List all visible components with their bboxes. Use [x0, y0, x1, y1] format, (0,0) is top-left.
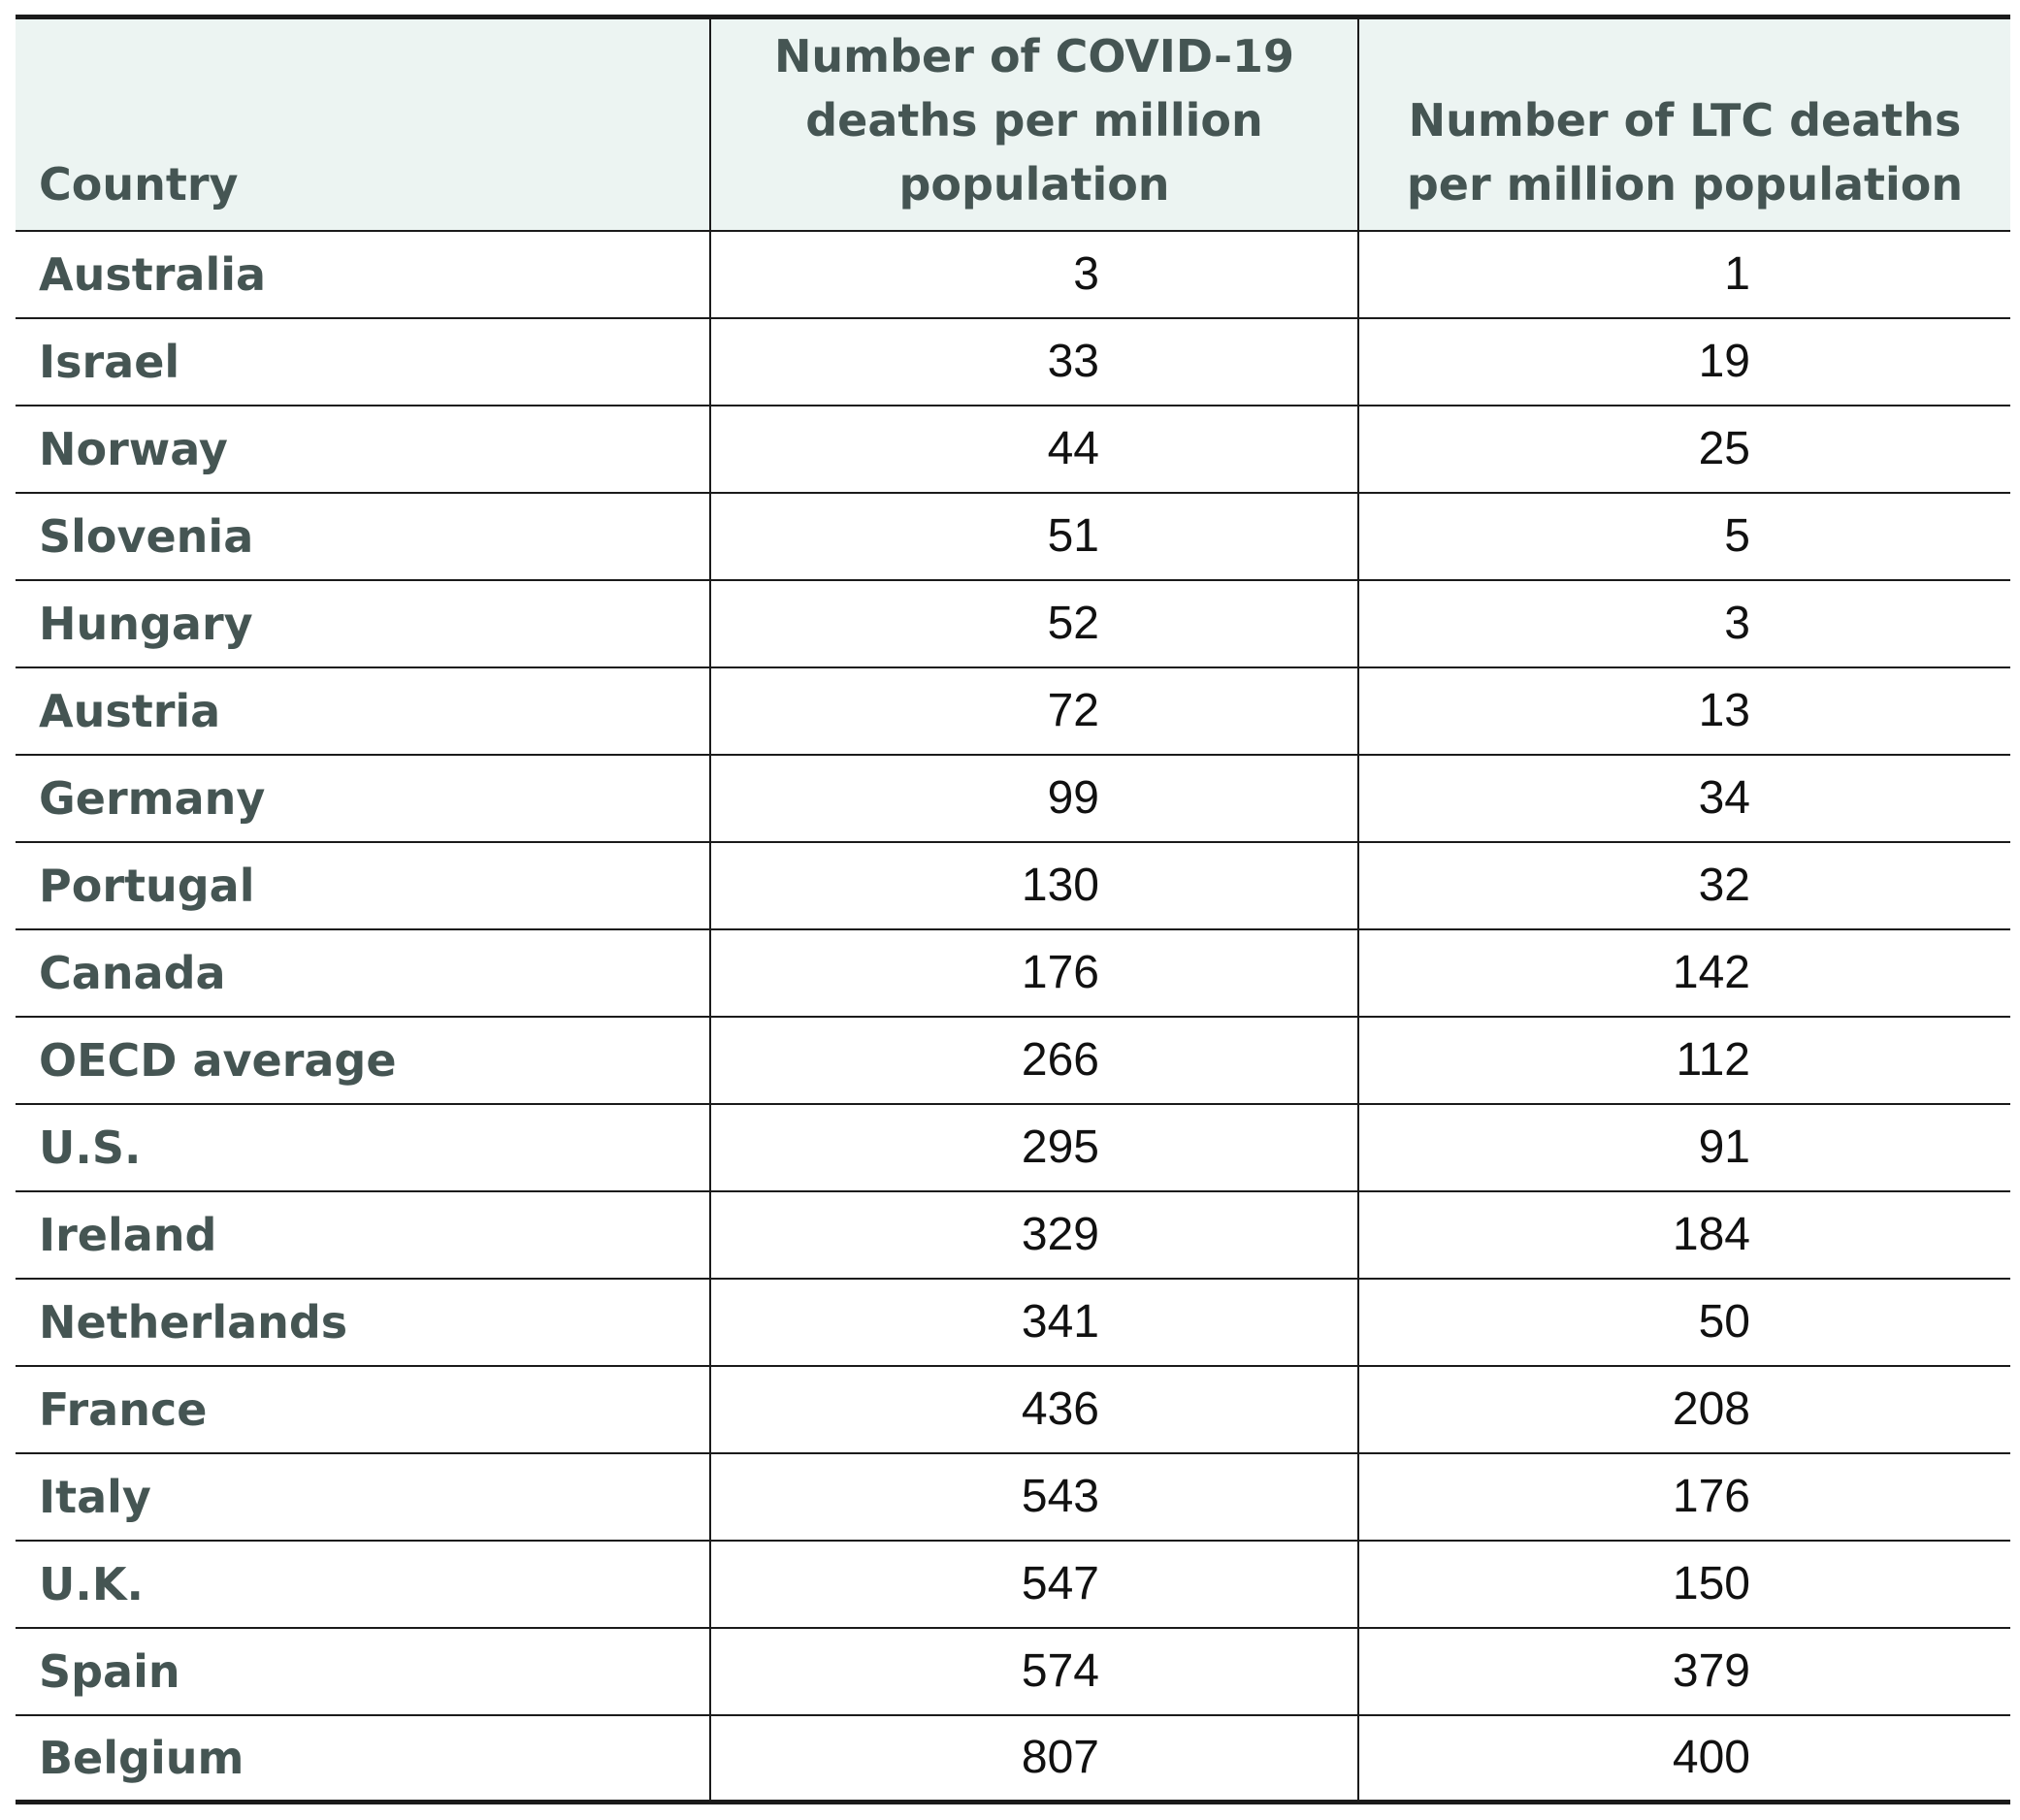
covid-deaths-cell: 72 — [710, 667, 1358, 755]
deaths-table — [16, 15, 2010, 1804]
table-row — [16, 755, 2010, 842]
header-covid-deaths — [710, 17, 1358, 231]
ltc-deaths-cell: 25 — [1358, 406, 2010, 493]
ltc-deaths-cell: 184 — [1358, 1191, 2010, 1279]
table-row — [16, 1279, 2010, 1366]
country-cell: Israel — [16, 318, 710, 406]
table-row — [16, 667, 2010, 755]
country-cell: Netherlands — [16, 1279, 710, 1366]
covid-deaths-cell: 52 — [710, 580, 1358, 667]
table-row — [16, 1715, 2010, 1803]
table-row — [16, 231, 2010, 318]
ltc-deaths-cell: 5 — [1358, 493, 2010, 580]
country-cell: Belgium — [39, 1731, 244, 1784]
ltc-deaths-cell: 208 — [1358, 1366, 2010, 1453]
header-covid-line: deaths per million — [805, 93, 1263, 146]
covid-deaths-cell: 99 — [710, 755, 1358, 842]
header-country: Country — [16, 17, 710, 231]
header-row — [16, 17, 2010, 231]
country-cell: France — [16, 1366, 710, 1453]
covid-deaths-cell: 436 — [710, 1366, 1358, 1453]
table-row — [16, 580, 2010, 667]
table-header — [16, 17, 2010, 231]
table-row — [16, 1541, 2010, 1628]
table-row — [16, 1628, 2010, 1715]
ltc-deaths-cell: 400 — [1358, 1715, 2010, 1803]
header-ltc-line: Number of LTC deaths — [1408, 93, 1962, 146]
country-cell: Austria — [16, 667, 710, 755]
ltc-deaths-cell: 32 — [1358, 842, 2010, 929]
header-ltc-deaths — [1358, 17, 2010, 231]
table-row — [16, 493, 2010, 580]
covid-deaths-cell: 574 — [710, 1628, 1358, 1715]
table-body — [16, 231, 2010, 1803]
ltc-deaths-cell: 176 — [1358, 1453, 2010, 1541]
country-cell: Slovenia — [16, 493, 710, 580]
country-cell: OECD average — [16, 1017, 710, 1104]
table-row — [16, 406, 2010, 493]
ltc-deaths-cell: 150 — [1358, 1541, 2010, 1628]
covid-deaths-cell: 33 — [710, 318, 1358, 406]
covid-deaths-cell: 329 — [710, 1191, 1358, 1279]
ltc-deaths-cell: 379 — [1358, 1628, 2010, 1715]
header-covid-line: population — [898, 157, 1170, 211]
covid-deaths-cell: 341 — [710, 1279, 1358, 1366]
table-row — [16, 318, 2010, 406]
country-cell: Canada — [16, 929, 710, 1017]
table-row — [16, 1104, 2010, 1191]
ltc-deaths-cell: 112 — [1358, 1017, 2010, 1104]
header-ltc-line: per million population — [1406, 157, 1964, 211]
table-row — [16, 1366, 2010, 1453]
table-row — [16, 842, 2010, 929]
ltc-deaths-cell: 34 — [1358, 755, 2010, 842]
country-cell: Germany — [16, 755, 710, 842]
table-row — [16, 1017, 2010, 1104]
country-cell: U.K. — [16, 1541, 710, 1628]
covid-deaths-cell: 176 — [710, 929, 1358, 1017]
country-cell: Spain — [16, 1628, 710, 1715]
table-row — [16, 929, 2010, 1017]
ltc-deaths-cell: 50 — [1358, 1279, 2010, 1366]
country-cell: Ireland — [16, 1191, 710, 1279]
header-covid-line: Number of COVID-19 — [773, 29, 1295, 82]
covid-deaths-cell: 3 — [710, 231, 1358, 318]
country-cell: Hungary — [16, 580, 710, 667]
covid-deaths-cell: 295 — [710, 1104, 1358, 1191]
country-cell: Portugal — [16, 842, 710, 929]
covid-deaths-cell: 44 — [710, 406, 1358, 493]
country-cell: Italy — [16, 1453, 710, 1541]
table-row — [16, 1191, 2010, 1279]
covid-deaths-cell: 547 — [710, 1541, 1358, 1628]
ltc-deaths-cell: 142 — [1358, 929, 2010, 1017]
ltc-deaths-cell: 1 — [1358, 231, 2010, 318]
country-cell: Norway — [16, 406, 710, 493]
country-cell: Australia — [16, 231, 710, 318]
covid-deaths-cell: 266 — [710, 1017, 1358, 1104]
covid-deaths-cell: 51 — [710, 493, 1358, 580]
covid-deaths-cell: 543 — [710, 1453, 1358, 1541]
covid-deaths-cell: 807 — [710, 1715, 1358, 1803]
table-row — [16, 1453, 2010, 1541]
ltc-deaths-cell: 13 — [1358, 667, 2010, 755]
covid-deaths-cell: 130 — [710, 842, 1358, 929]
ltc-deaths-cell: 19 — [1358, 318, 2010, 406]
country-cell: U.S. — [16, 1104, 710, 1191]
ltc-deaths-cell: 91 — [1358, 1104, 2010, 1191]
ltc-deaths-cell: 3 — [1358, 580, 2010, 667]
